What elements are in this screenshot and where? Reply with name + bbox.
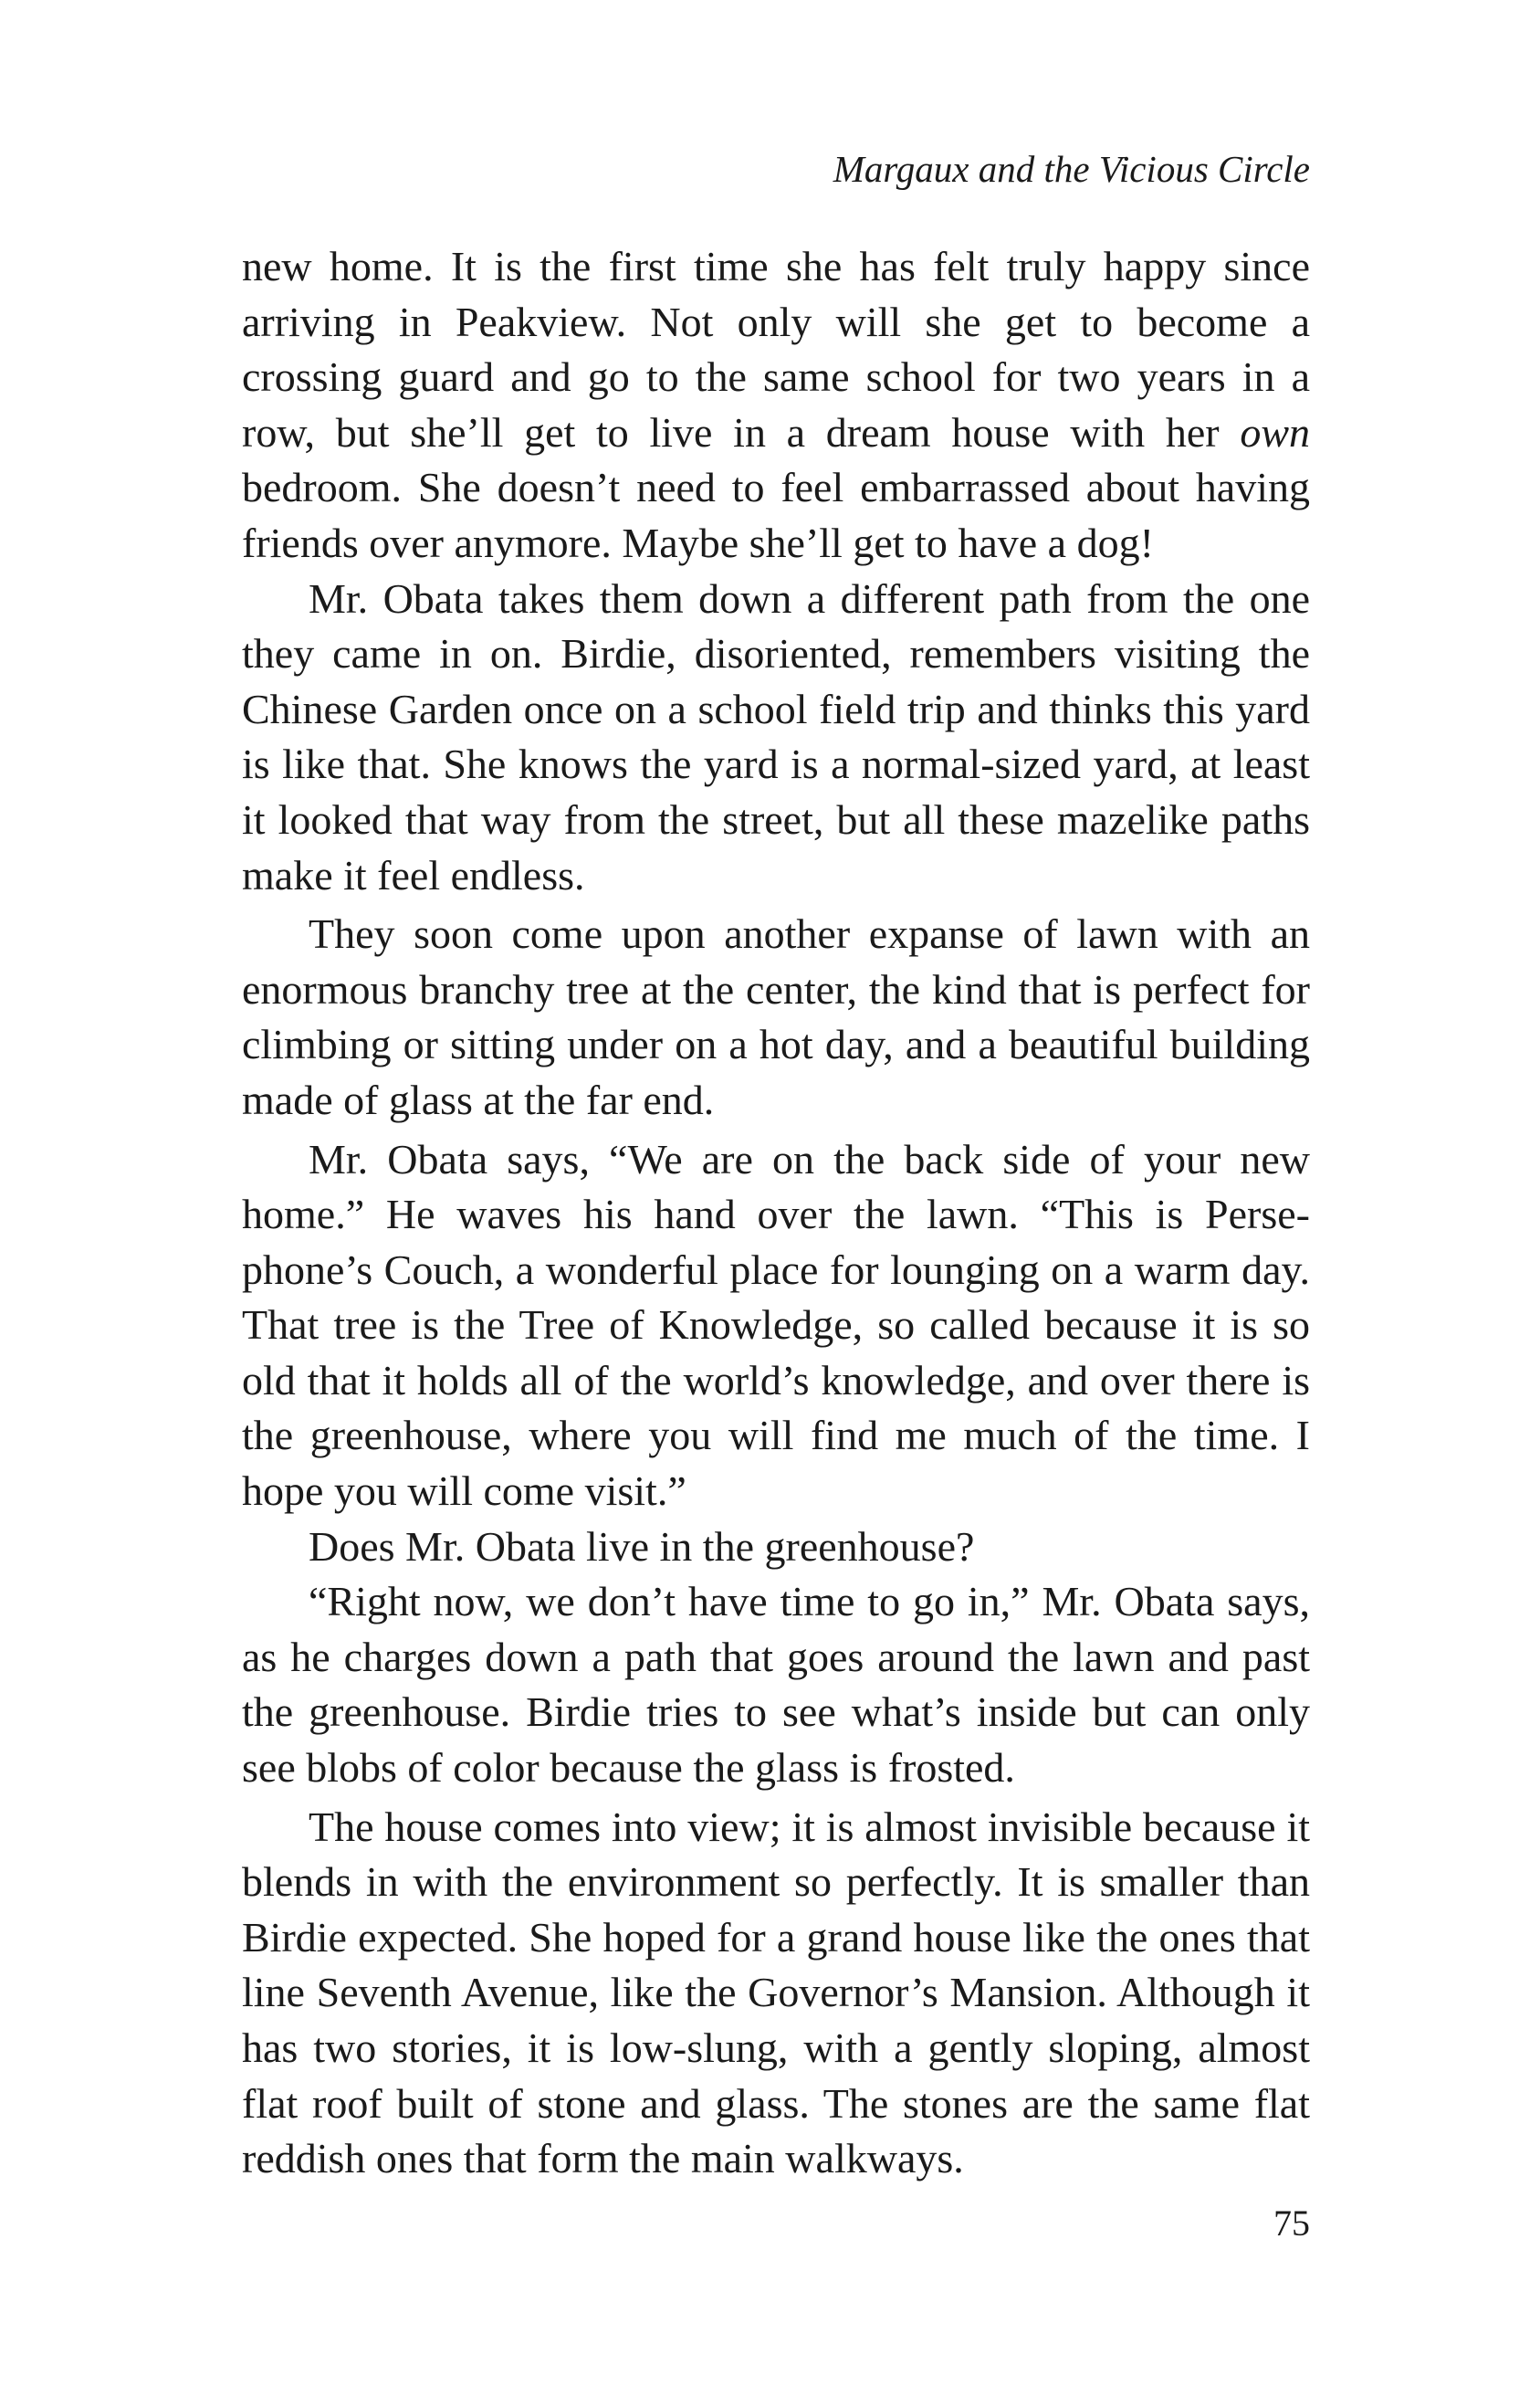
paragraph (242, 239, 1310, 572)
paragraph-text: bedroom. She doesn’t need to feel embarrassed about having friends over anymore. Maybe she’ll get to have a dog! (242, 464, 1310, 566)
emphasis-text: own (1240, 408, 1310, 456)
paragraph: Mr. Obata says, “We are on the back side of your new home.” He waves his hand over the lawn. “This is Persephone’s Couch, a wonderful place for lounging on a warm day. That tree is the Tree of Knowledge, so called because it is so old that it holds all of the world’s knowledge, and over there is the greenhouse, where you will find me much of the time. I hope you will come visit.” (242, 1135, 1310, 1515)
page-number: 75 (1273, 2203, 1310, 2244)
running-head: Margaux and the Vicious Circle (833, 148, 1310, 190)
paragraph-text: new home. It is the first time she has felt truly happy since arriving in Peakview. Not only will she get to become a crossing guard and go to the same school for two years in a row, but she’ll get to live in a dream house with her (242, 243, 1310, 456)
paragraph: “Right now, we don’t have time to go in,” Mr. Obata says, as he charges down a path that goes around the lawn and past the greenhouse. Birdie tries to see what’s inside but can only see blobs of color because the glass is frosted. (242, 1578, 1310, 1792)
body-text (242, 239, 1310, 2187)
paragraph: The house comes into view; it is almost invisible because it blends in with the environment so perfectly. It is smaller than Birdie expected. She hoped for a grand house like the ones that line Seventh Avenue, like the Governor’s Mansion. Although it has two stories, it is low-slung, with a gently sloping, almost flat roof built of stone and glass. The stones are the same flat reddish ones that form the main walkways. (242, 1803, 1310, 2182)
paragraph: Does Mr. Obata live in the greenhouse? (309, 1522, 975, 1570)
paragraph: They soon come upon another expanse of lawn with an enormous branchy tree at the center, the kind that is perfect for climbing or sitting under on a hot day, and a beautiful building made of glass at the far end. (242, 910, 1310, 1123)
paragraph: Mr. Obata takes them down a different path from the one they came in on. Birdie, disoriented, remembers visiting the Chinese Garden once on a school field trip and thinks this yard is like that. She knows the yard is a normal-sized yard, at least it looked that way from the street, but all these mazelike paths make it feel endless. (242, 574, 1310, 899)
